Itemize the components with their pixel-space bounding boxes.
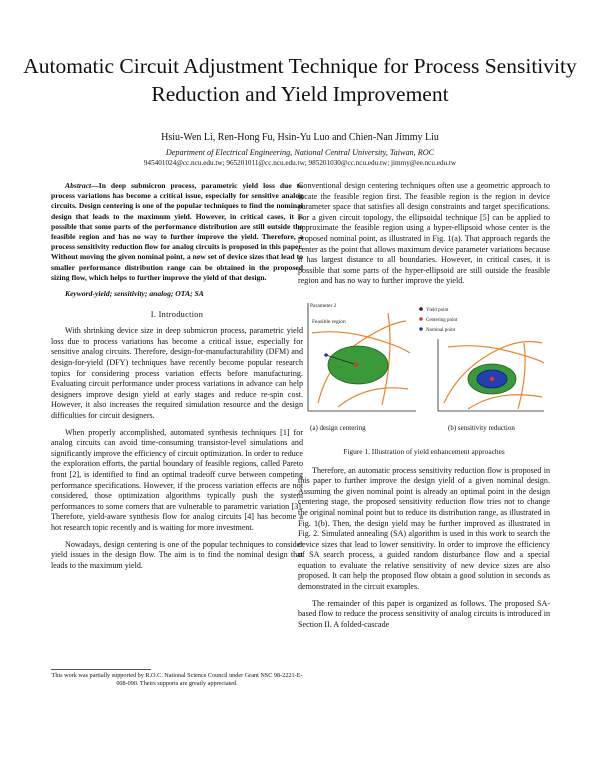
legend-centering: Centering point [426, 317, 458, 323]
boundary-curve [448, 346, 544, 363]
body-paragraph: When properly accomplished, automated synthesis techniques [1] for analog circuits can avoid time-consuming transistor-level simulations and significantly improve the efficiency of circuit optimization. In order to reduce the exploration efforts, the partial boundary of feasible regions, called Pareto front [2], is identified to find an optimal tradeoff curve between competing performance specifications. However, if the process variation effects are not considered, those optimization algorithms typically push the system performances to some corners that are vulnerable to parametric variation [3]. Therefore, yield-aware synthesis flow for analog circuits [4] has become a hot research topic recently and is waiting for more investment. [51, 427, 303, 532]
figure-1 [298, 293, 550, 441]
centering-point [354, 363, 358, 367]
boundary-curve [338, 388, 408, 407]
legend [419, 307, 458, 333]
body-paragraph: The remainder of this paper is organized as follows. The proposed SA-based flow to reduce the process sensitivity of analog circuits is introduced in Section II. A folded-cascade [298, 598, 550, 629]
keywords: Keyword-yield; sensitivity; analog; OTA; SA [65, 289, 204, 299]
footnote: This work was partially supported by R.O.C. National Science Council under Grant NSC 98-2221-E-008-090. Theirs supports are greatly appreciated. [51, 672, 303, 687]
body-paragraph: With shrinking device size in deep submicron process, parametric yield loss due to process variations has become a critical issue, especially for sensitive analog circuits. Therefore, design-for-manufacturability (DFM) and design-for-yield (DFY) techniques have recently become popular research topics for considering process variation effects before manufacturing. Evaluating circuit performance under process variations in advance can help designers improve design yield at early stages and reduce re-spin cost. However, it also increases the required simulation resource and the design difficulties for circuit designers. [51, 326, 303, 420]
figure-caption: Figure 1. Illustration of yield enhancement approaches [343, 446, 505, 456]
abstract [51, 181, 303, 283]
subcaption-b: (b) sensitivity reduction [448, 423, 515, 432]
legend-yield: Yield point [426, 307, 449, 313]
boundary-curve [468, 395, 542, 409]
abstract-lead: Abstract [65, 181, 92, 190]
panel-a [308, 303, 416, 411]
footnote-rule [51, 669, 151, 670]
legend-marker-centering [419, 317, 423, 321]
left-column [51, 181, 303, 577]
subcaption-a: (a) design centering [310, 423, 366, 432]
paper-title: Automatic Circuit Adjustment Technique for Process Sensitivity Reduction and Yield Improvement [23, 54, 577, 106]
affiliation: Department of Electrical Engineering, National Central University, Taiwan, ROC [165, 148, 435, 157]
legend-marker-yield [419, 307, 423, 311]
panel-b [438, 339, 544, 411]
section-heading-introduction: I. Introduction [150, 309, 204, 319]
author-emails: 945401024@cc.ncu.edu.tw; 965201011@cc.ncu.edu.tw; 985201030@cc.ncu.edu.tw; jimmy@ee.ncu.edu.tw [143, 159, 457, 167]
axis-label-y: Parameter 2 [310, 302, 337, 309]
legend-nominal: Nominal point [426, 327, 456, 333]
legend-marker-nominal [419, 327, 423, 331]
author-list: Hsiu-Wen Li, Ren-Hong Fu, Hsin-Yu Luo and Chien-Nan Jimmy Liu [161, 132, 439, 143]
body-paragraph: Conventional design centering techniques often use a geometric approach to locate the feasible region first. The feasible region is the region in device parameter space that satisfies all design constraints and target specifications. For a given circuit topology, the ellipsoidal technique [5] can be applied to approximate the feasible region using a hyper-ellipsoid whose center is the proposed nominal point, as illustrated in Fig. 1(a). That approach regards the center as the point that allows maximum device parameter variations because it has largest distance to all boundaries. However, in critical cases, it is possible that some parts of the hyper-ellipsoid are still outside the feasible region and has no way to further improve the yield. [298, 181, 550, 286]
boundary-curve [518, 343, 525, 409]
body-paragraph: Therefore, an automatic process sensitivity reduction flow is proposed in this paper to further improve the design yield of a given nominal design. Assuming the given nominal point is already an optimal point in the design centering stage, the proposed sensitivity reduction flow tries not to change the original nominal point but to reduce its distribution range, as illustrated in Fig. 1(b). Then, the design yield may be further improved as illustrated in Fig. 2. Simulated annealing (SA) algorithm is used in this work to search the device sizes that lead to lower sensitivity. In order to improve the efficiency of SA search process, a guided random disturbance flow and a special equation to evaluate the relative sensitivity of new device sizes are also proposed. It can help the proposed flow obtain a good solution in seconds as demonstrated in the circuit examples. [298, 465, 550, 592]
right-column [298, 181, 550, 636]
body-paragraph: Nowadays, design centering is one of the popular techniques to consider yield issues in the design flow. The aim is to find the nominal design that leads to the maximum yield. [51, 539, 303, 570]
feasible-region-label: Feasible region [312, 318, 346, 325]
abstract-text: —In deep submicron process, parametric yield loss due to process variations has become a critical issue, especially for sensitive analog circuits. Design centering is one of the popular techniques to find the nominal design that leads to the maximum yield. However, in critical cases, it is possible that some parts of the performance distribution are still outside the feasible region and has no way to further improve the yield. Therefore, a process sensitivity reduction flow for analog circuits is proposed in this paper. Without moving the given nominal point, a new set of device sizes that lead to smaller performance distribution range can be obtained in the proposed sizing flow, which helps to further improve the yield of that design. [51, 181, 303, 282]
nominal-point [490, 377, 494, 381]
figure-1-drawing [298, 293, 550, 423]
